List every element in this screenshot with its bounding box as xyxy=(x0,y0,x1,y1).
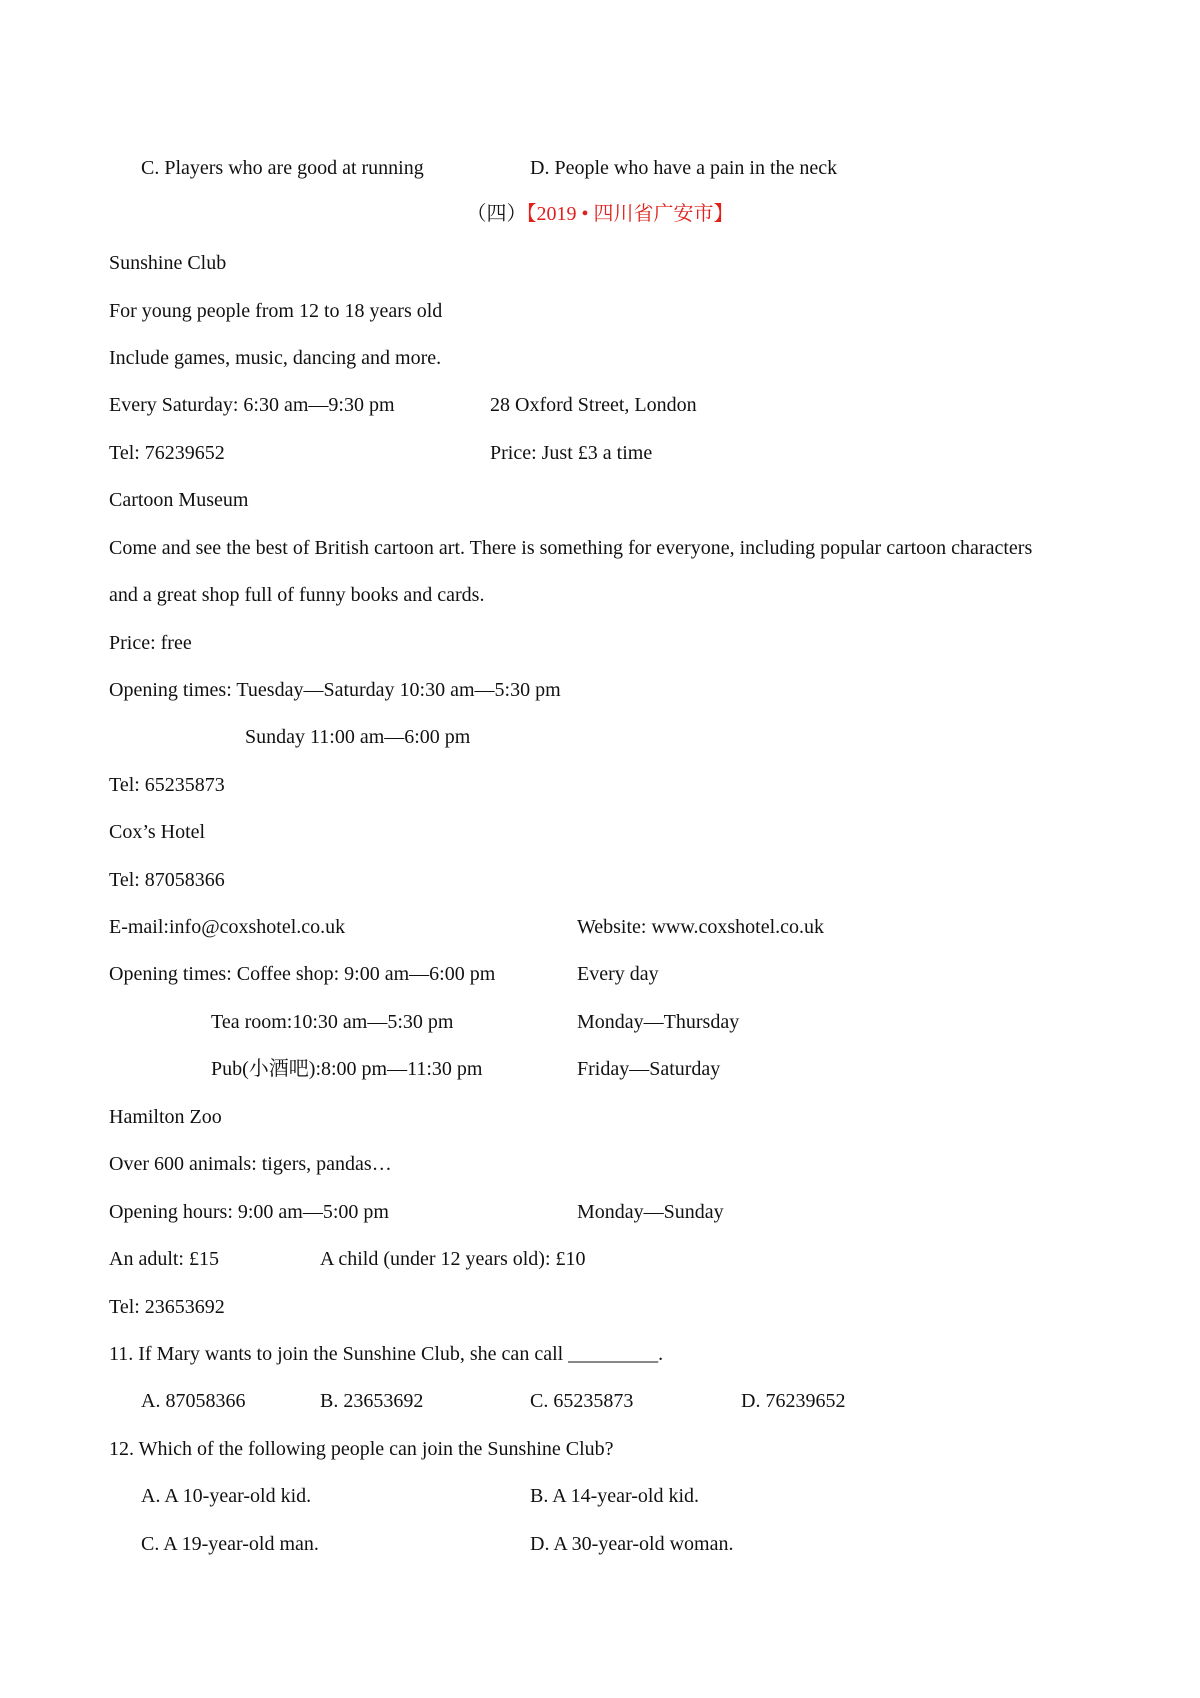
cartoon-museum-hours-2: Sunday 11:00 am—6:00 pm xyxy=(245,726,471,748)
section-heading xyxy=(0,201,1200,227)
question-11-stem: 11. If Mary wants to join the Sunshine Club, she can call _________. xyxy=(109,1343,664,1365)
prev-option-c: C. Players who are good at running xyxy=(141,157,424,179)
cartoon-museum-price: Price: free xyxy=(109,632,192,654)
cox-hotel-tea-hours: Tea room:10:30 am—5:30 pm xyxy=(211,1011,454,1033)
sunshine-club-hours: Every Saturday: 6:30 am—9:30 pm xyxy=(109,394,395,416)
cox-hotel-website: Website: www.coxshotel.co.uk xyxy=(577,916,825,938)
cartoon-museum-desc-2: and a great shop full of funny books and cards. xyxy=(109,584,485,606)
hamilton-zoo-title: Hamilton Zoo xyxy=(109,1106,222,1128)
hamilton-zoo-adult-price: An adult: £15 xyxy=(109,1248,219,1270)
question-11-option-b: B. 23653692 xyxy=(320,1390,424,1412)
cox-hotel-tea-days: Monday—Thursday xyxy=(577,1011,740,1033)
sunshine-club-includes: Include games, music, dancing and more. xyxy=(109,347,442,369)
question-12-option-a: A. A 10-year-old kid. xyxy=(141,1485,312,1507)
section-source: 【2019 • 四川省广安市】 xyxy=(526,203,734,225)
question-12-option-c: C. A 19-year-old man. xyxy=(141,1533,319,1555)
cox-hotel-tel: Tel: 87058366 xyxy=(109,869,225,891)
hamilton-zoo-child-price: A child (under 12 years old): £10 xyxy=(320,1248,586,1270)
sunshine-club-audience: For young people from 12 to 18 years old xyxy=(109,300,443,322)
question-12-option-d: D. A 30-year-old woman. xyxy=(530,1533,734,1555)
cartoon-museum-desc-1: Come and see the best of British cartoon art. There is something for everyone, including popular cartoon characters xyxy=(109,537,1033,559)
cox-hotel-title: Cox’s Hotel xyxy=(109,821,206,843)
sunshine-club-tel: Tel: 76239652 xyxy=(109,442,225,464)
cox-hotel-email: E-mail:info@coxshotel.co.uk xyxy=(109,916,346,938)
question-12-option-b: B. A 14-year-old kid. xyxy=(530,1485,700,1507)
sunshine-club-price: Price: Just £3 a time xyxy=(490,442,653,464)
question-11-option-c: C. 65235873 xyxy=(530,1390,634,1412)
question-12-stem: 12. Which of the following people can join the Sunshine Club? xyxy=(109,1438,614,1460)
hamilton-zoo-hours: Opening hours: 9:00 am—5:00 pm xyxy=(109,1201,389,1223)
cox-hotel-coffee-days: Every day xyxy=(577,963,659,985)
sunshine-club-address: 28 Oxford Street, London xyxy=(490,394,697,416)
cox-hotel-pub-hours: Pub(小酒吧):8:00 pm—11:30 pm xyxy=(211,1058,483,1080)
question-11-option-a: A. 87058366 xyxy=(141,1390,246,1412)
question-11-option-d: D. 76239652 xyxy=(741,1390,846,1412)
hamilton-zoo-tel: Tel: 23653692 xyxy=(109,1296,225,1318)
cartoon-museum-title: Cartoon Museum xyxy=(109,489,249,511)
cox-hotel-pub-days: Friday—Saturday xyxy=(577,1058,721,1080)
hamilton-zoo-animals: Over 600 animals: tigers, pandas… xyxy=(109,1153,392,1175)
cartoon-museum-tel: Tel: 65235873 xyxy=(109,774,225,796)
cox-hotel-coffee-hours: Opening times: Coffee shop: 9:00 am—6:00 pm xyxy=(109,963,496,985)
hamilton-zoo-days: Monday—Sunday xyxy=(577,1201,724,1223)
sunshine-club-title: Sunshine Club xyxy=(109,252,227,274)
prev-option-d: D. People who have a pain in the neck xyxy=(530,157,838,179)
section-number: （四） xyxy=(466,203,527,225)
cartoon-museum-hours-1: Opening times: Tuesday—Saturday 10:30 am—5:30 pm xyxy=(109,679,561,701)
